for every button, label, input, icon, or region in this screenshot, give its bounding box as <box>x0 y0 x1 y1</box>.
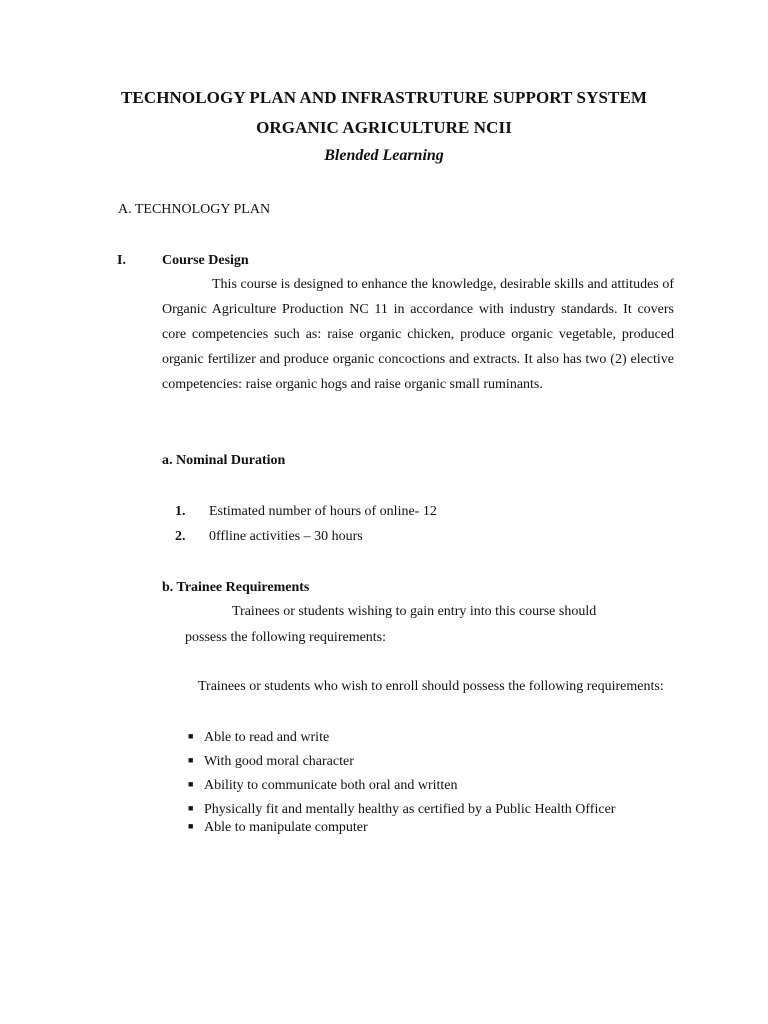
bullet-text: Physically fit and mentally healthy as certified by a Public Health Officer <box>204 802 616 817</box>
list-item <box>188 778 458 794</box>
list-item: 0ffline activities – 30 hours <box>209 529 363 544</box>
bullet-icon: ■ <box>188 731 194 741</box>
trainee-requirements-heading: b. Trainee Requirements <box>162 580 310 595</box>
document-title: TECHNOLOGY PLAN AND INFRASTRUTURE SUPPORT SYSTEM <box>120 88 648 107</box>
course-design-number: I. <box>117 253 126 268</box>
bullet-text: Ability to communicate both oral and written <box>204 778 458 793</box>
list-number: 2. <box>175 529 186 544</box>
trainee-paragraph-2: Trainees or students who wish to enroll should possess the following requirements: <box>198 679 664 694</box>
trainee-paragraph-line: Trainees or students wishing to gain entry into this course should <box>232 604 597 619</box>
bullet-icon: ■ <box>188 821 194 831</box>
course-design-heading: Course Design <box>162 253 249 268</box>
list-item <box>188 730 329 746</box>
course-design-paragraph: This course is designed to enhance the knowledge, desirable skills and attitudes of Organic Agriculture Production NC 11 in accordance with industry standards. It covers core competencies such as: raise organic chicken, produce organic vegetable, produced organic fertilizer and produce organic concoctions and extracts. It also has two (2) elective competencies: raise organic hogs and raise organic small ruminants. <box>162 277 674 392</box>
list-item <box>188 802 615 818</box>
document-subtitle-mode: Blended Learning <box>324 147 444 164</box>
list-number: 1. <box>175 504 186 519</box>
trainee-paragraph-line: possess the following requirements: <box>185 630 387 645</box>
bullet-icon: ■ <box>188 755 194 765</box>
list-item <box>188 754 354 770</box>
bullet-text: Able to manipulate computer <box>204 820 368 835</box>
bullet-icon: ■ <box>188 779 194 789</box>
bullet-icon: ■ <box>188 803 194 813</box>
bullet-text: Able to read and write <box>204 730 330 745</box>
section-a-heading: A. TECHNOLOGY PLAN <box>118 202 271 217</box>
document-subtitle-course: ORGANIC AGRICULTURE NCII <box>256 118 512 137</box>
bullet-text: With good moral character <box>204 754 354 769</box>
list-item <box>188 820 368 836</box>
list-item: Estimated number of hours of online- 12 <box>209 504 437 519</box>
nominal-duration-heading: a. Nominal Duration <box>162 453 286 468</box>
